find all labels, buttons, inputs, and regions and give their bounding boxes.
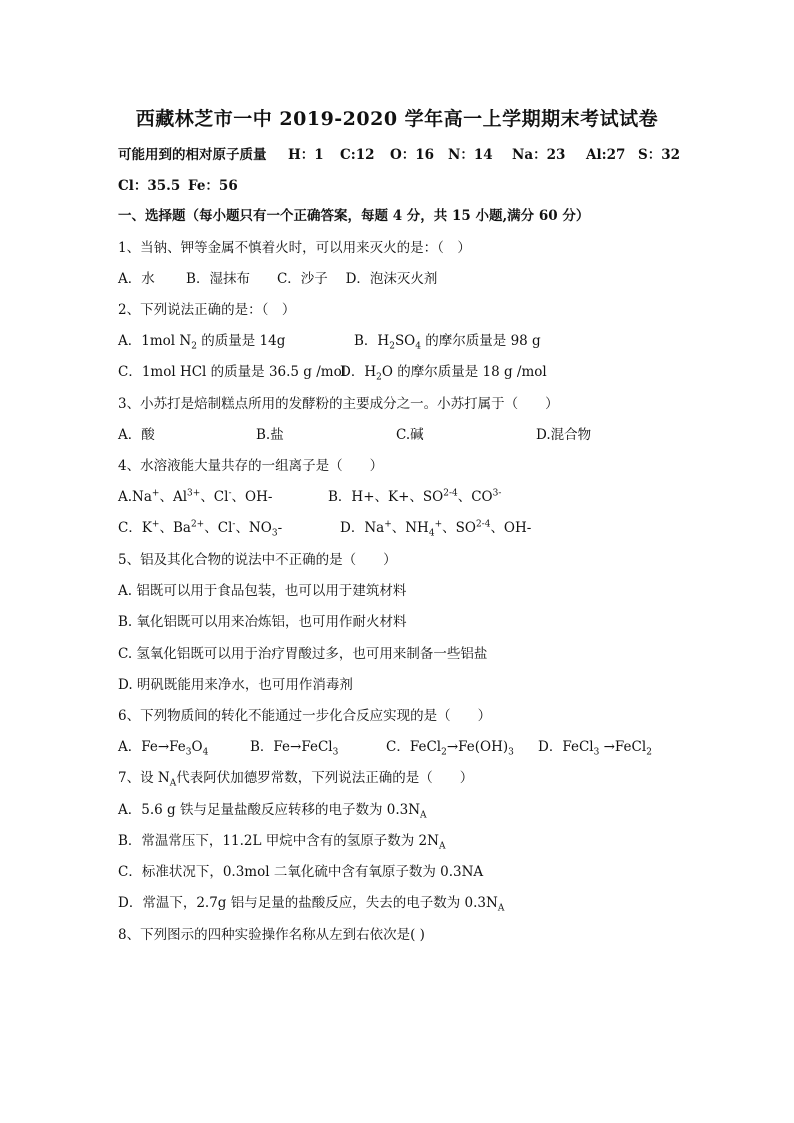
question-2-option-c: C．1mol HCl 的质量是 36.5 g /mol <box>118 364 347 380</box>
question-1-stem: 1、当钠、钾等金属不慎着火时，可以用来灭火的是：（ ） <box>118 240 471 256</box>
question-5-option-a: A. 铝既可以用于食品包装，也可以用于建筑材料 <box>118 583 407 599</box>
question-6-options <box>118 738 718 756</box>
question-4-options-ab <box>118 488 718 506</box>
question-5-option-c: C. 氢氧化铝既可以用于治疗胃酸过多，也可用来制备一些铝盐 <box>118 646 488 662</box>
question-3-stem: 3、小苏打是焙制糕点所用的发酵粉的主要成分之一。小苏打属于（ ） <box>118 396 559 412</box>
page-title: 西藏林芝市一中 2019-2020 学年高一上学期期末考试试卷 <box>135 108 659 130</box>
question-5-option-b: B. 氧化铝既可以用来冶炼铝，也可用作耐火材料 <box>118 614 407 630</box>
atomic-mass-o: O：16 <box>390 147 435 163</box>
question-7-option-d: D．常温下，2.7g 铝与足量的盐酸反应，失去的电子数为 $0.3N_A$ <box>118 895 505 914</box>
atomic-mass-c: C:12 <box>340 147 375 163</box>
atomic-mass-cl: Cl：35.5 <box>118 178 181 194</box>
question-3-option-d: D.混合物 <box>536 427 592 443</box>
section-heading: 一、选择题（每小题只有一个正确答案，每题 4 分，共 15 小题,满分 60 分） <box>118 208 590 224</box>
question-7-option-b: B．常温常压下，11.2L 甲烷中含有的氢原子数为 $2N_A$ <box>118 833 446 852</box>
question-8-stem: 8、下列图示的四种实验操作名称从左到右依次是( ) <box>118 927 425 943</box>
atomic-mass-line-1 <box>118 146 718 164</box>
atomic-mass-al: Al:27 <box>586 147 626 163</box>
question-5-stem: 5、铝及其化合物的说法中不正确的是（ ） <box>118 552 397 568</box>
question-6-option-b: B．Fe→FeCl$_3$ <box>250 739 339 758</box>
question-4-options-cd <box>118 519 718 537</box>
atomic-mass-n: N：14 <box>448 147 493 163</box>
atomic-mass-s: S：32 <box>638 147 681 163</box>
question-2-option-a: A．1mol $N_2$ 的质量是 14g <box>118 333 286 352</box>
question-1-options: A．水 B．湿抹布 C．沙子 D．泡沫灭火剂 <box>118 271 438 287</box>
question-4-option-c: C．K+、$Ba^{2+}$、Cl-、$NO_3-$ <box>118 519 283 539</box>
question-3-option-c: C.碱 <box>396 427 424 443</box>
atomic-mass-na: Na：23 <box>512 147 566 163</box>
question-4-option-b: B．H+、K+、$SO^{2-4}$、$CO^{3-}$ <box>328 488 502 505</box>
atomic-mass-fe: Fe：56 <box>188 178 238 194</box>
question-2-stem: 2、下列说法正确的是：（ ） <box>118 302 296 318</box>
question-7-option-c: C．标准状况下，0.3mol 二氧化硫中含有氧原子数为 0.3NA <box>118 864 484 880</box>
question-4-stem: 4、水溶液能大量共存的一组离子是（ ） <box>118 458 384 474</box>
atomic-mass-line-2 <box>118 177 418 195</box>
question-2-options-cd <box>118 363 718 381</box>
question-7-option-a: A．5.6 g 铁与足量盐酸反应转移的电子数为 $0.3N_A$ <box>118 802 427 821</box>
question-2-option-b: B．$H_2SO_4$ 的摩尔质量是 98 g <box>354 333 541 352</box>
question-6-option-a: A．$Fe\to Fe_3O_4$ <box>118 739 209 758</box>
question-6-stem: 6、下列物质间的转化不能通过一步化合反应实现的是（ ） <box>118 708 492 724</box>
question-7-stem: 7、设 $N_A$代表阿伏加德罗常数，下列说法正确的是（ ） <box>118 770 474 789</box>
question-2-options-ab <box>118 332 718 350</box>
atomic-mass-label: 可能用到的相对原子质量 <box>118 147 267 163</box>
question-3-options <box>118 426 718 444</box>
question-4-option-a: A.Na+、$Al^{3+}$、Cl-、OH- <box>118 488 273 505</box>
question-3-option-a: A．酸 <box>118 427 155 443</box>
question-4-option-d: D．Na+、$NH_4^+$、SO$^{2-4}$、OH- <box>340 519 532 539</box>
question-6-option-d: D．FeCl$_3$ →FeCl$_2$ <box>538 739 652 758</box>
question-3-option-b: B.盐 <box>256 427 284 443</box>
question-6-option-c: C．$FeCl_2\to Fe(OH)_3$ <box>386 739 514 758</box>
question-5-option-d: D. 明矾既能用来净水，也可用作消毒剂 <box>118 677 353 693</box>
atomic-mass-h: H：1 <box>288 147 324 163</box>
question-2-option-d: D．$H_2O$ 的摩尔质量是 18 g /mol <box>340 364 547 383</box>
